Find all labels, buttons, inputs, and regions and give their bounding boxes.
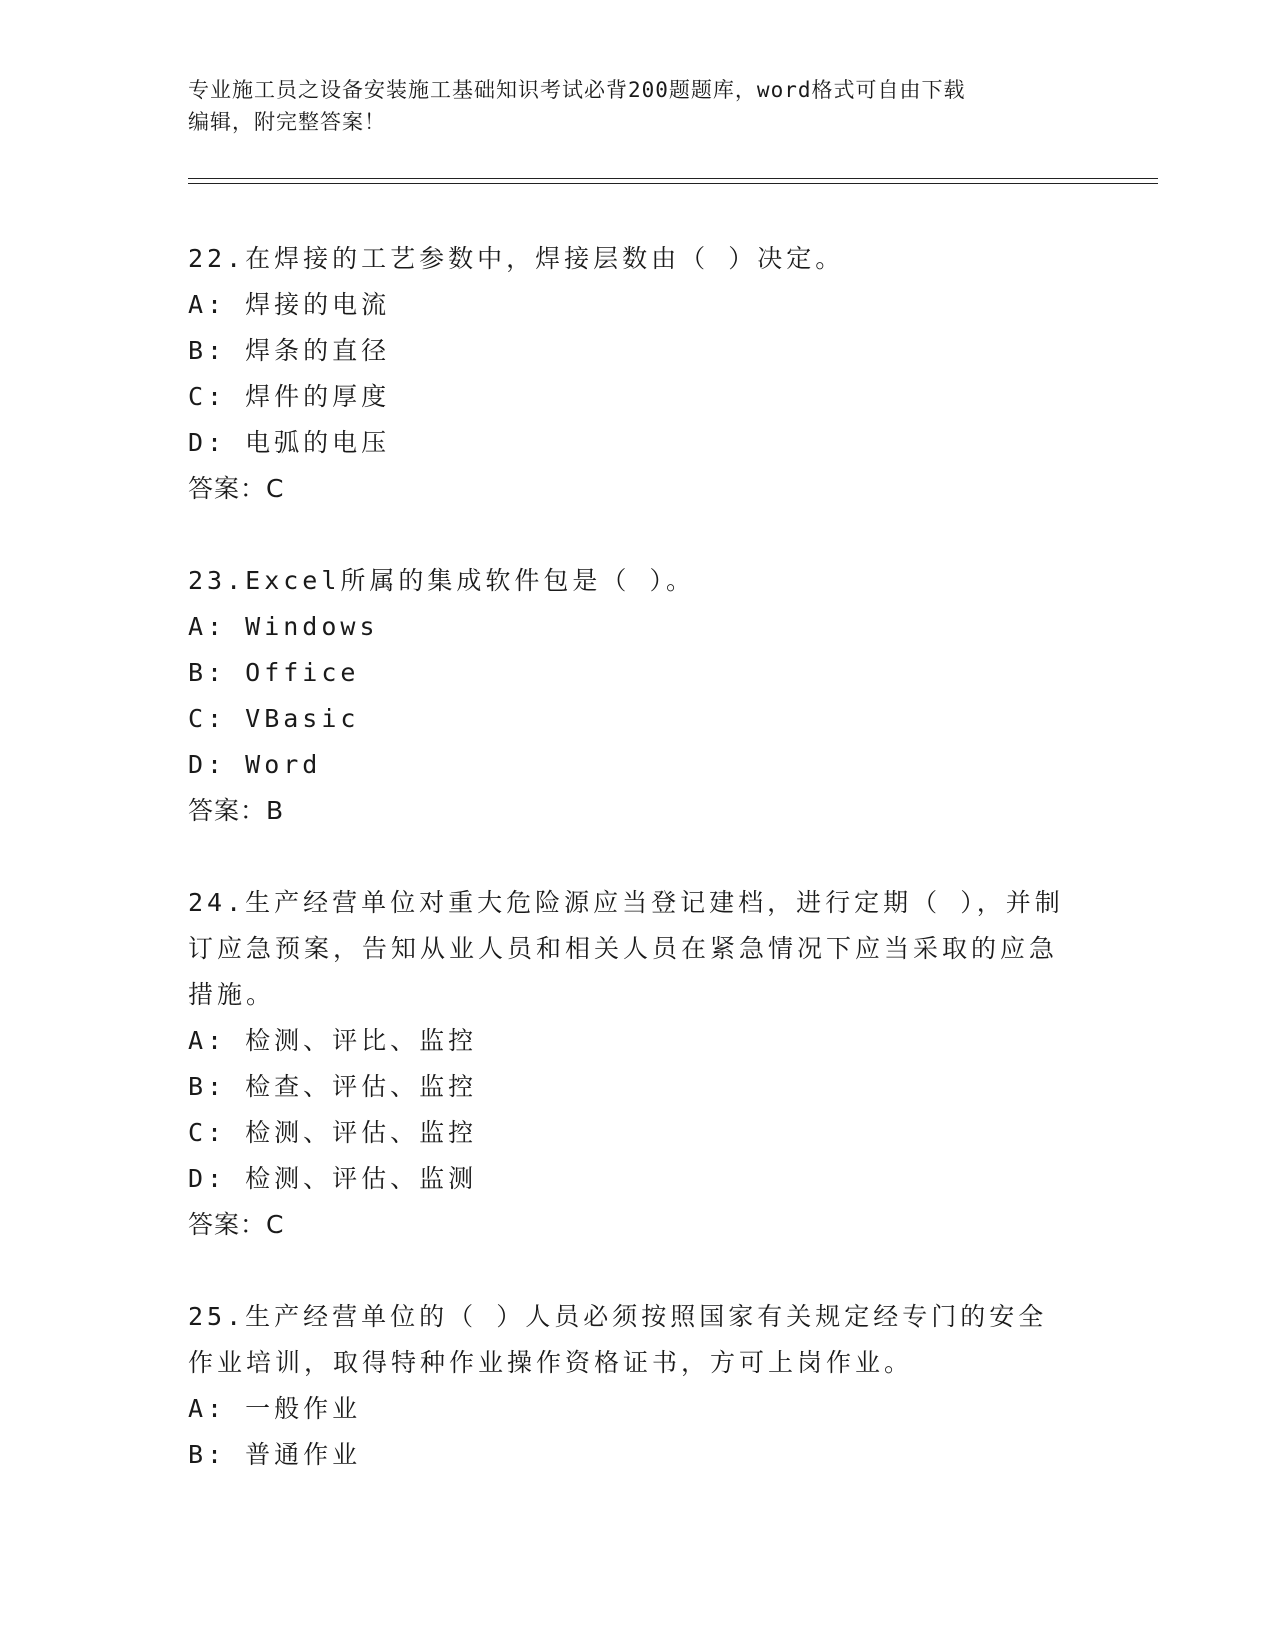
option-a: A: 焊接的电流 (188, 290, 391, 319)
option-a: A: Windows (188, 612, 379, 641)
question-stem: 25.生产经营单位的（ ）人员必须按照国家有关规定经专门的安全作业培训，取得特种作业操作资格证书，方可上岗作业。 (188, 1302, 1048, 1377)
option-d: D: Word (188, 750, 322, 779)
option-c: C: 焊件的厚度 (188, 382, 391, 411)
option-a: A: 检测、评比、监控 (188, 1026, 478, 1055)
question-stem: 24.生产经营单位对重大危险源应当登记建档，进行定期（ ），并制订应急预案，告知从业人员和相关人员在紧急情况下应当采取的应急措施。 (188, 888, 1064, 1009)
header-divider-top (188, 178, 1158, 179)
answer-line: 答案：B (188, 796, 285, 825)
option-b: B: 焊条的直径 (188, 336, 391, 365)
document-header (188, 74, 1068, 138)
answer-line: 答案：C (188, 1210, 285, 1239)
question-23 (188, 558, 1068, 834)
header-divider-bottom (188, 183, 1158, 184)
header-line-1: 专业施工员之设备安装施工基础知识考试必背200题题库，word格式可自由下载 (188, 78, 966, 102)
option-b: B: Office (188, 658, 360, 687)
question-stem: 23.Excel所属的集成软件包是（ ）。 (188, 566, 695, 595)
option-c: C: VBasic (188, 704, 360, 733)
question-25 (188, 1294, 1068, 1478)
option-d: D: 电弧的电压 (188, 428, 391, 457)
question-stem: 22.在焊接的工艺参数中，焊接层数由（ ）决定。 (188, 244, 845, 273)
question-24 (188, 880, 1068, 1248)
option-a: A: 一般作业 (188, 1394, 362, 1423)
answer-line: 答案：C (188, 474, 285, 503)
option-c: C: 检测、评估、监控 (188, 1118, 478, 1147)
question-22 (188, 236, 1068, 512)
option-b: B: 普通作业 (188, 1440, 362, 1469)
header-line-2: 编辑，附完整答案！ (188, 110, 386, 134)
question-list (188, 236, 1068, 1524)
option-b: B: 检查、评估、监控 (188, 1072, 478, 1101)
option-d: D: 检测、评估、监测 (188, 1164, 478, 1193)
